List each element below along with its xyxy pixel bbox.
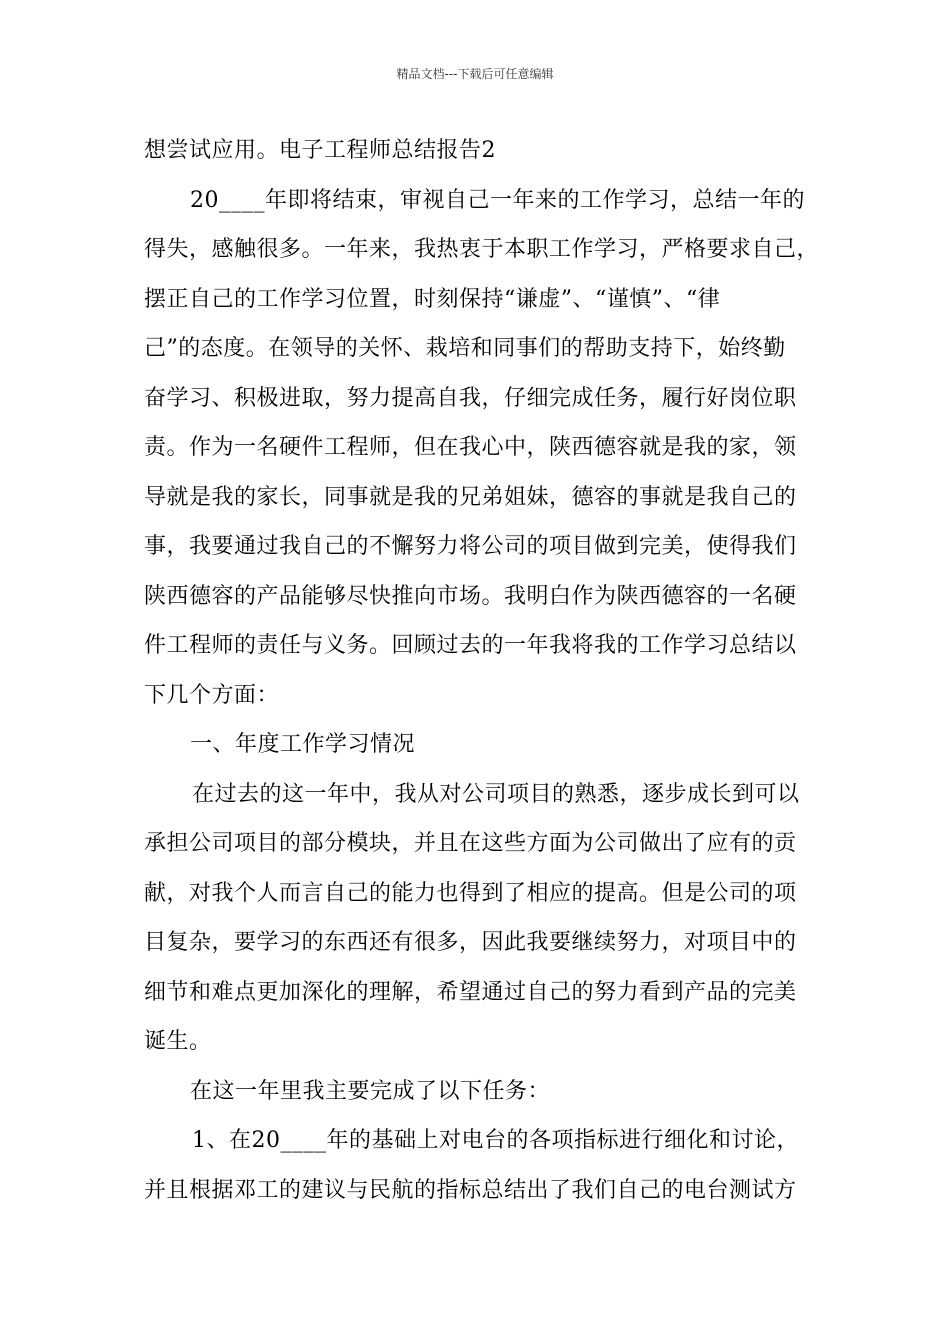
text-line: 承担公司项目的部分模块，并且在这些方面为公司做出了应有的贡 xyxy=(144,831,797,856)
paragraph-start-line: 在这一年里我主要完成了以下任务： xyxy=(190,1078,551,1104)
text-line: 奋学习、积极进取，努力提高自我，仔细完成任务，履行好岗位职 xyxy=(144,385,797,411)
list-item-start-line: 1、在20____年的基础上对电台的各项指标进行细化和讨论， xyxy=(192,1128,799,1153)
text-line: 并且根据邓工的建议与民航的指标总结出了我们自己的电台测试方 xyxy=(144,1177,797,1203)
page-header: 精品文档---下载后可任意编辑 xyxy=(396,67,554,81)
paragraph-start-line: 20____年即将结束，审视自己一年来的工作学习，总结一年的 xyxy=(190,187,805,213)
text-line: 件工程师的责任与义务。回顾过去的一年我将我的工作学习总结以 xyxy=(144,633,797,658)
text-line: 得失，感触很多。一年来，我热衷于本职工作学习，严格要求自己， xyxy=(144,237,820,262)
text-line: 事，我要通过我自己的不懈努力将公司的项目做到完美，使得我们 xyxy=(144,534,797,559)
text-line: 想尝试应用。电子工程师总结报告2 xyxy=(144,138,496,163)
text-line: 细节和难点更加深化的理解，希望通过自己的努力看到产品的完美 xyxy=(144,979,797,1005)
document-body xyxy=(144,136,824,1225)
text-line: 导就是我的家长，同事就是我的兄弟姐妹，德容的事就是我自己的 xyxy=(144,484,797,510)
section-heading: 一、年度工作学习情况 xyxy=(190,732,416,757)
text-line: 陕西德容的产品能够尽快推向市场。我明白作为陕西德容的一名硬 xyxy=(144,583,797,609)
paragraph-start-line: 在过去的这一年中，我从对公司项目的熟悉，逐步成长到可以 xyxy=(192,781,800,807)
text-line: 目复杂，要学习的东西还有很多，因此我要继续努力，对项目中的 xyxy=(144,930,797,955)
text-line: 己”的态度。在领导的关怀、栽培和同事们的帮助支持下，始终勤 xyxy=(144,336,786,361)
text-line: 下几个方面： xyxy=(144,682,280,708)
text-line: 诞生。 xyxy=(144,1029,212,1054)
text-line: 摆正自己的工作学习位置，时刻保持“谦虚”、“谨慎”、“律 xyxy=(144,286,721,312)
text-line: 责。作为一名硬件工程师，但在我心中，陕西德容就是我的家，领 xyxy=(144,435,797,460)
text-line: 献，对我个人而言自己的能力也得到了相应的提高。但是公司的项 xyxy=(144,880,797,906)
